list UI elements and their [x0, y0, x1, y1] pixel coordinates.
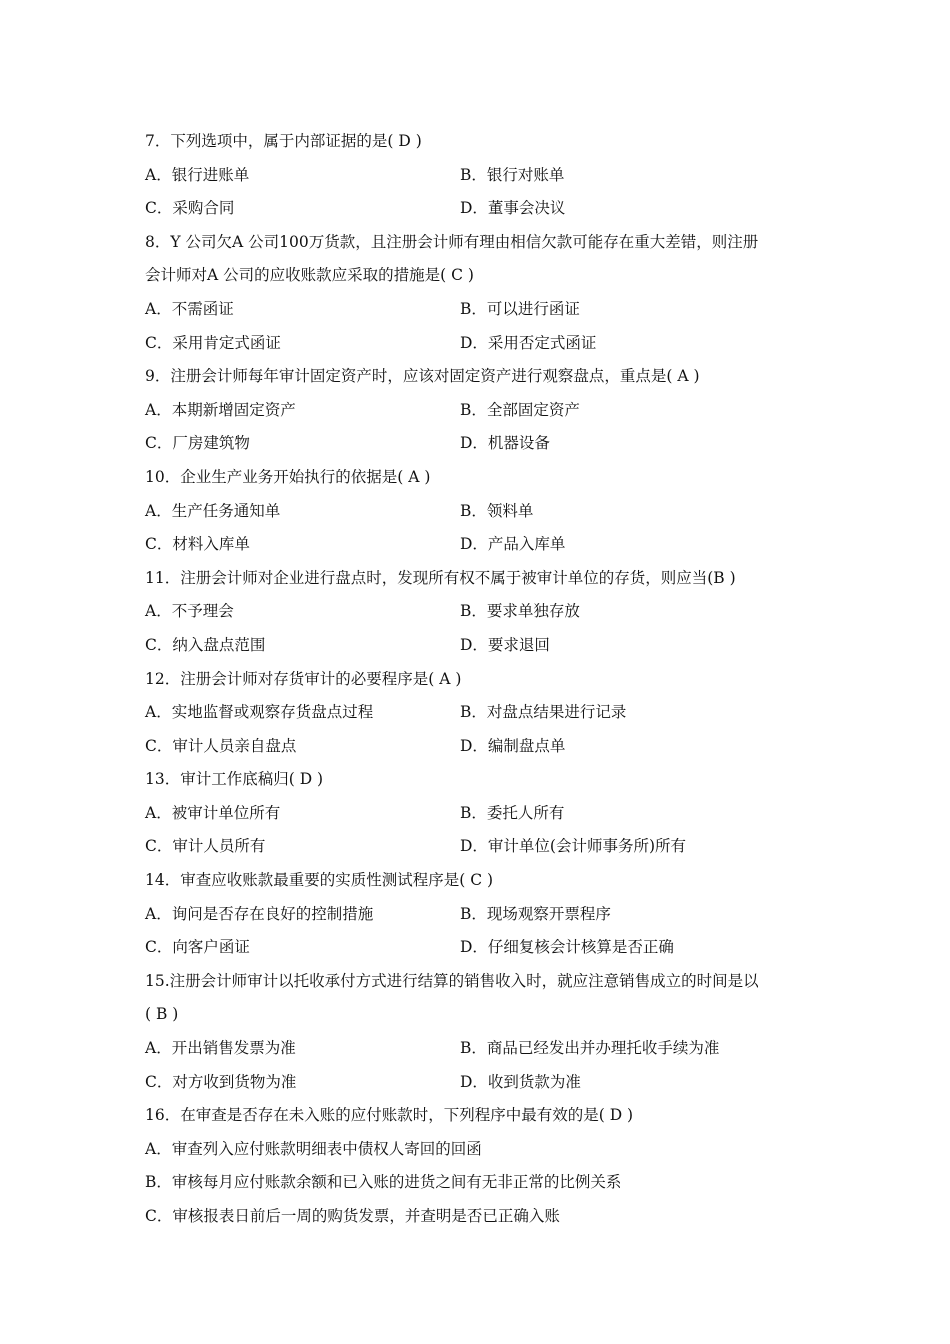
- answer-option: A．生产任务通知单: [145, 501, 281, 520]
- answer-option: B．可以进行函证: [460, 299, 580, 318]
- answer-option: B．全部固定资产: [460, 400, 580, 419]
- option-row: [145, 595, 825, 629]
- answer-option: D．机器设备: [460, 434, 550, 453]
- question-stem: 15.注册会计师审计以托收承付方式进行结算的销售收入时，就应注意销售成立的时间是以: [145, 971, 759, 990]
- answer-option: B．对盘点结果进行记录: [460, 703, 627, 722]
- answer-option: B．现场观察开票程序: [460, 904, 611, 923]
- option-row: [145, 394, 825, 428]
- answer-option: B．委托人所有: [460, 803, 565, 822]
- answer-option: A．审查列入应付账款明细表中债权人寄回的回函: [145, 1139, 482, 1158]
- answer-option: A．询问是否存在良好的控制措施: [145, 904, 374, 923]
- option-row: [145, 1200, 825, 1234]
- answer-option: A．不予理会: [145, 602, 234, 621]
- answer-option: C．厂房建筑物: [145, 434, 250, 453]
- option-row: [145, 293, 825, 327]
- option-row: [145, 629, 825, 663]
- option-row: [145, 830, 825, 864]
- answer-option: C．审计人员所有: [145, 837, 266, 856]
- answer-option: B．要求单独存放: [460, 602, 580, 621]
- answer-option: D．要求退回: [460, 635, 550, 654]
- option-row: [145, 528, 825, 562]
- answer-option: B．领料单: [460, 501, 534, 520]
- answer-option: D．采用否定式函证: [460, 333, 597, 352]
- answer-option: C．审计人员亲自盘点: [145, 736, 297, 755]
- option-row: [145, 192, 825, 226]
- question-stem: 10．企业生产业务开始执行的依据是( A ): [145, 467, 431, 486]
- answer-option: C．采用肯定式函证: [145, 333, 281, 352]
- answer-option: D．产品入库单: [460, 535, 566, 554]
- answer-option: A．实地监督或观察存货盘点过程: [145, 703, 374, 722]
- option-row: [145, 898, 825, 932]
- option-row: [145, 1133, 825, 1167]
- answer-option: A．本期新增固定资产: [145, 400, 296, 419]
- answer-option: C．材料入库单: [145, 535, 250, 554]
- option-row: [145, 1166, 825, 1200]
- question-stem: 会计师对A 公司的应收账款应采取的措施是( C ): [145, 266, 474, 285]
- answer-option: D．收到货款为准: [460, 1072, 581, 1091]
- answer-option: B．审核每月应付账款余额和已入账的进货之间有无非正常的比例关系: [145, 1173, 622, 1192]
- question-stem: 13．审计工作底稿归( D ): [145, 770, 324, 789]
- option-row: [145, 495, 825, 529]
- question-stem: 9．注册会计师每年审计固定资产时，应该对固定资产进行观察盘点，重点是( A ): [145, 367, 700, 386]
- option-row: [145, 696, 825, 730]
- answer-option: D．审计单位(会计师事务所)所有: [460, 837, 687, 856]
- answer-option: B．商品已经发出并办理托收手续为准: [460, 1039, 720, 1058]
- option-row: [145, 730, 825, 764]
- answer-option: D．编制盘点单: [460, 736, 566, 755]
- answer-option: C．向客户函证: [145, 938, 250, 957]
- answer-option: D．仔细复核会计核算是否正确: [460, 938, 674, 957]
- answer-option: A．被审计单位所有: [145, 803, 281, 822]
- option-row: [145, 1066, 825, 1100]
- answer-option: D．董事会决议: [460, 199, 566, 218]
- answer-option: C．审核报表日前后一周的购货发票，并查明是否已正确入账: [145, 1207, 560, 1225]
- answer-option: C．采购合同: [145, 199, 235, 218]
- answer-option: C．对方收到货物为准: [145, 1072, 297, 1091]
- option-row: [145, 427, 825, 461]
- option-row: [145, 327, 825, 361]
- question-stem: 14．审查应收账款最重要的实质性测试程序是( C ): [145, 871, 494, 890]
- answer-option: A．银行进账单: [145, 165, 250, 184]
- question-list: [145, 125, 825, 1234]
- question-stem: 16．在审查是否存在未入账的应付账款时，下列程序中最有效的是( D ): [145, 1106, 634, 1125]
- option-row: [145, 159, 825, 193]
- answer-option: C．纳入盘点范围: [145, 635, 266, 654]
- question-stem: 7．下列选项中，属于内部证据的是( D ): [145, 132, 422, 150]
- question-stem: ( B ): [145, 1005, 179, 1024]
- question-stem: 8．Y 公司欠A 公司100万货款，且注册会计师有理由相信欠款可能存在重大差错，则注册: [145, 232, 759, 251]
- question-stem: 12．注册会计师对存货审计的必要程序是( A ): [145, 669, 462, 688]
- option-row: [145, 931, 825, 965]
- question-stem: 11．注册会计师对企业进行盘点时，发现所有权不属于被审计单位的存货，则应当(B ): [145, 568, 736, 587]
- option-row: [145, 1032, 825, 1066]
- answer-option: B．银行对账单: [460, 165, 565, 184]
- option-row: [145, 797, 825, 831]
- answer-option: A．不需函证: [145, 299, 234, 318]
- answer-option: A．开出销售发票为准: [145, 1039, 296, 1058]
